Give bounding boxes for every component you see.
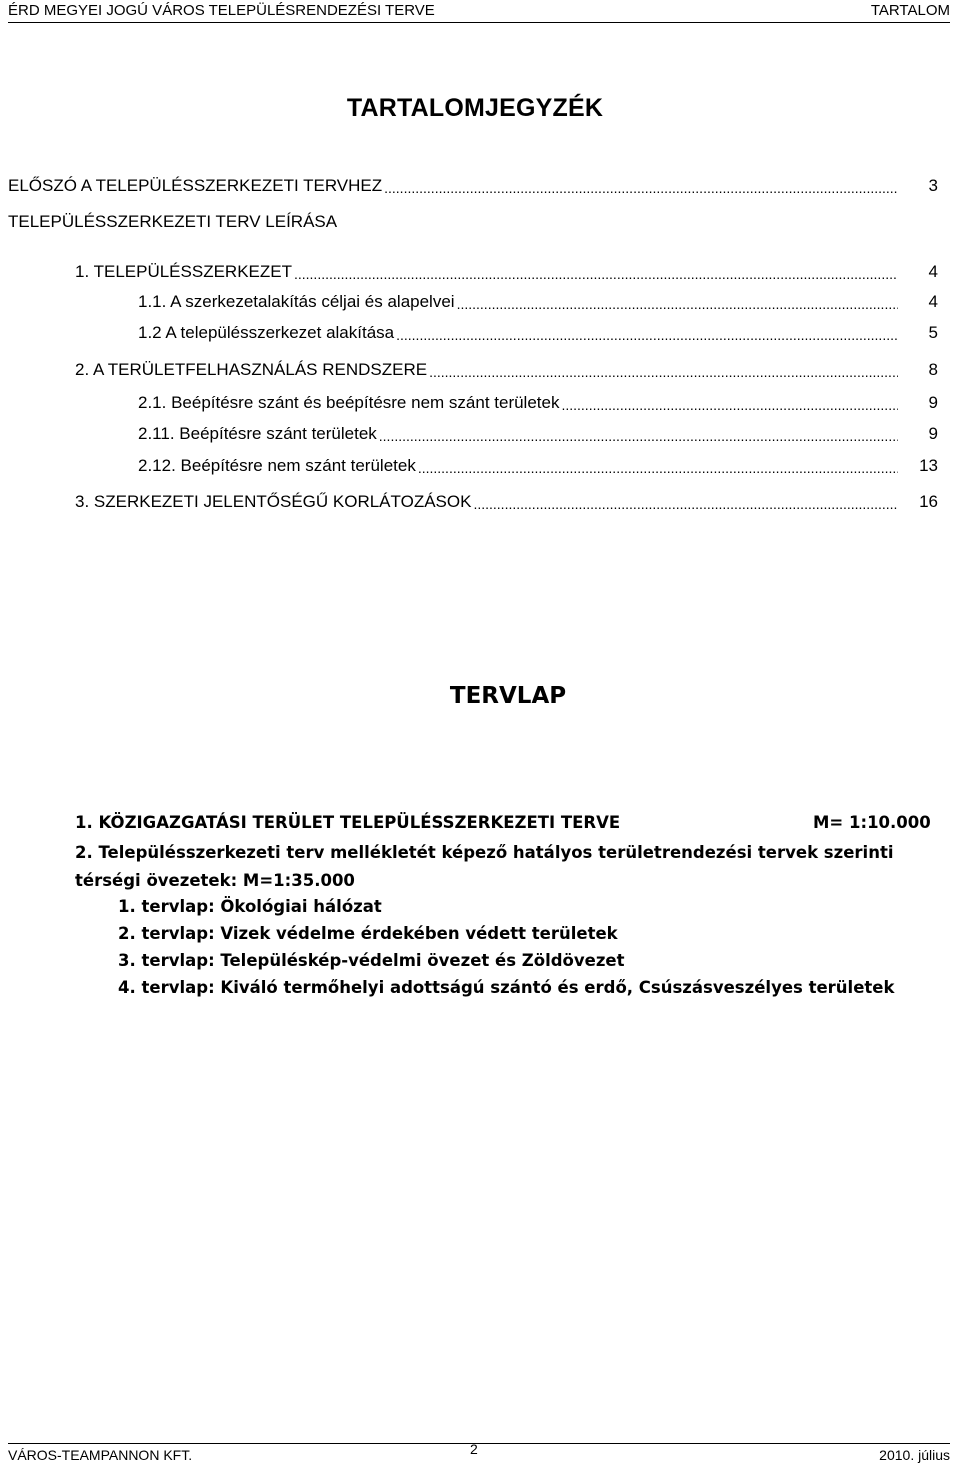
toc-leader-dots (429, 364, 898, 380)
toc-entry-page: 4 (928, 262, 938, 281)
header-section-title: TARTALOM (870, 2, 950, 19)
toc-leader-dots (457, 296, 898, 312)
toc-entry-label: 2.12. Beépítésre nem szánt területek (138, 456, 416, 475)
toc-entry-label: 3. SZERKEZETI JELENTŐSÉGŰ KORLÁTOZÁSOK (75, 492, 472, 511)
toc-entry (138, 393, 938, 413)
toc-entry-page: 5 (928, 323, 938, 342)
footer-company: VÁROS-TEAMPANNON KFT. (8, 1447, 193, 1463)
toc-entry-page: 9 (928, 424, 938, 443)
plan-subitem: 1. tervlap: Ökológiai hálózat (118, 897, 382, 916)
toc-leader-dots (418, 460, 898, 476)
tervlap-heading: TERVLAP (449, 683, 567, 709)
toc-leader-dots (384, 180, 898, 196)
toc-entry-label: 2.1. Beépítésre szánt és beépítésre nem szánt területek (138, 393, 560, 412)
toc-entry-page: 16 (919, 492, 938, 511)
toc-leader-dots (473, 496, 898, 512)
toc-entry-label: 1.1. A szerkezetalakítás céljai és alapelvei (138, 292, 455, 311)
toc-leader-dots (294, 266, 898, 282)
toc-leader-dots (379, 428, 898, 444)
header-document-title: ÉRD MEGYEI JOGÚ VÁROS TELEPÜLÉSRENDEZÉSI TERVE (8, 2, 435, 19)
toc-entry-label: 2.11. Beépítésre szánt területek (138, 424, 377, 443)
toc-entry (8, 176, 938, 196)
toc-entry-page: 13 (919, 456, 938, 475)
toc-entry (75, 492, 938, 512)
toc-leader-dots (396, 327, 898, 343)
toc-entry-page: 9 (928, 393, 938, 412)
toc-entry-label: 2. A TERÜLETFELHASZNÁLÁS RENDSZERE (75, 360, 428, 379)
toc-entry (8, 212, 938, 232)
footer-date: 2010. július (879, 1447, 950, 1463)
toc-entry (75, 262, 938, 282)
page-footer (8, 1443, 950, 1464)
toc-entry-label: ELŐSZÓ A TELEPÜLÉSSZERKEZETI TERVHEZ (8, 176, 383, 195)
toc-entry-page: 3 (928, 176, 938, 195)
toc-entry-label: 1.2 A településszerkezet alakítása (138, 323, 395, 342)
plan-subitem: 3. tervlap: Településkép-védelmi övezet és Zöldövezet (118, 951, 625, 970)
plan-item-2-line-2: térségi övezetek: M=1:35.000 (75, 871, 355, 890)
toc-entry (138, 323, 938, 343)
toc-entry (138, 292, 938, 312)
plan-item-2-line-1: 2. Településszerkezeti terv mellékletét képező hatályos területrendezési tervek szerinti (75, 843, 894, 862)
toc-entry-label: TELEPÜLÉSSZERKEZETI TERV LEÍRÁSA (8, 212, 338, 231)
toc-entry-label: 1. TELEPÜLÉSSZERKEZET (75, 262, 292, 281)
plan-subitem: 4. tervlap: Kiváló termőhelyi adottságú szántó és erdő, Csúszásveszélyes területek (118, 978, 895, 997)
toc-entry (75, 360, 938, 380)
toc-entry-page: 4 (928, 292, 938, 311)
page-header (8, 0, 950, 23)
plan-item-1-scale: M= 1:10.000 (813, 813, 931, 832)
footer-page-number: 2 (470, 1441, 478, 1457)
toc-leader-dots (561, 397, 898, 413)
plan-subitem: 2. tervlap: Vizek védelme érdekében védett területek (118, 924, 618, 943)
toc-entry (138, 424, 938, 444)
plan-item-1: 1. KÖZIGAZGATÁSI TERÜLET TELEPÜLÉSSZERKEZETI TERVE (75, 813, 621, 832)
toc-entry (138, 456, 938, 476)
toc-entry-page: 8 (928, 360, 938, 379)
page-title: TARTALOMJEGYZÉK (346, 94, 604, 122)
